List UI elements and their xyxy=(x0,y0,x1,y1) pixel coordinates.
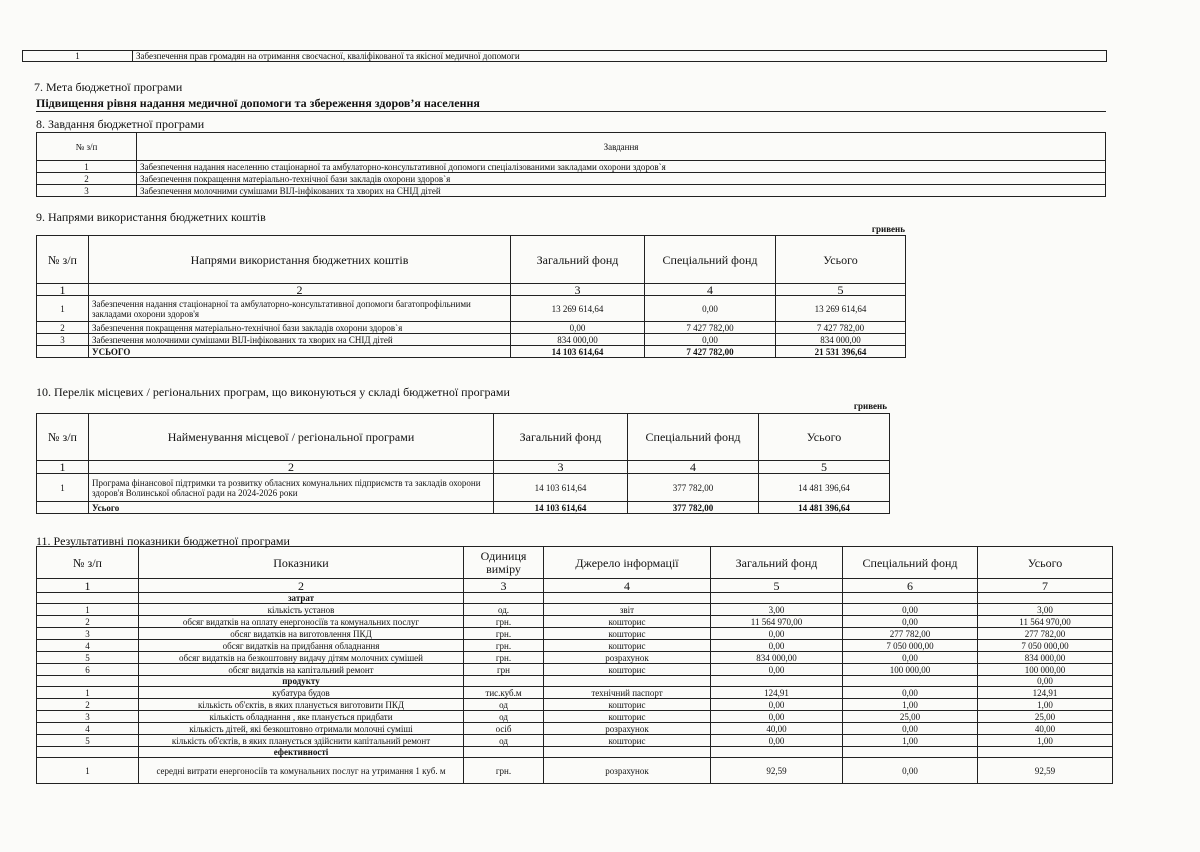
task-text: Забезпечення молочними сумішами ВІЛ-інфікованих та хворих на СНІД дітей xyxy=(137,185,1106,197)
col-number: 5 xyxy=(711,579,843,593)
unit-value: грн xyxy=(464,664,544,676)
general-fund-value: 0,00 xyxy=(711,711,843,723)
col-number: 6 xyxy=(843,579,978,593)
table-header-row xyxy=(37,547,1113,579)
general-fund-value: 92,59 xyxy=(711,758,843,784)
indicator-name: обсяг видатків на придбання обладнання xyxy=(139,640,464,652)
indicator-name: обсяг видатків на виготовлення ПКД xyxy=(139,628,464,640)
row-text: Забезпечення прав громадян на отримання своєчасної, кваліфікованої та якісної медичної допомоги xyxy=(133,51,1107,62)
source-value: кошторис xyxy=(544,699,711,711)
total-value: 1,00 xyxy=(978,699,1113,711)
col-header: Завдання xyxy=(137,133,1106,161)
table-row xyxy=(37,711,1113,723)
row-number: 2 xyxy=(37,173,137,185)
row-number: 1 xyxy=(23,51,133,62)
general-fund-value: 0,00 xyxy=(711,628,843,640)
general-fund-value: 0,00 xyxy=(711,699,843,711)
general-fund-value: 0,00 xyxy=(511,322,645,334)
unit-value: од xyxy=(464,711,544,723)
special-fund-value: 7 050 000,00 xyxy=(843,640,978,652)
group-row xyxy=(37,676,1113,687)
total-all: 21 531 396,64 xyxy=(776,346,906,358)
total-special: 377 782,00 xyxy=(628,502,759,514)
table-row xyxy=(37,185,1106,197)
col-header: Усього xyxy=(978,547,1113,579)
total-general: 14 103 614,64 xyxy=(511,346,645,358)
table-header-row xyxy=(37,414,890,461)
column-number-row xyxy=(37,284,906,296)
general-fund-value: 40,00 xyxy=(711,723,843,735)
table-row xyxy=(37,640,1113,652)
row-number: 1 xyxy=(37,161,137,173)
total-value: 7 427 782,00 xyxy=(776,322,906,334)
col-number: 4 xyxy=(645,284,776,296)
col-header: Загальний фонд xyxy=(711,547,843,579)
group-name: ефективності xyxy=(139,747,464,758)
row-number: 1 xyxy=(37,758,139,784)
special-fund-value: 1,00 xyxy=(843,699,978,711)
indicator-name: обсяг видатків на оплату енергоносіїв та комунальних послуг xyxy=(139,616,464,628)
source-value: технічний паспорт xyxy=(544,687,711,699)
source-value: розрахунок xyxy=(544,758,711,784)
col-header: Усього xyxy=(759,414,890,461)
indicator-name: обсяг видатків на капітальний ремонт xyxy=(139,664,464,676)
total-value: 100 000,00 xyxy=(978,664,1113,676)
table-header-row xyxy=(37,236,906,284)
table-row xyxy=(37,322,906,334)
col-number: 2 xyxy=(139,579,464,593)
col-header: № з/п xyxy=(37,236,89,284)
indicator-name: кубатура будов xyxy=(139,687,464,699)
total-value: 834 000,00 xyxy=(776,334,906,346)
table-row xyxy=(23,51,1107,62)
special-fund-value: 0,00 xyxy=(843,723,978,735)
col-header: Одиниця виміру xyxy=(464,547,544,579)
total-row xyxy=(37,502,890,514)
total-row xyxy=(37,346,906,358)
general-fund-value: 834 000,00 xyxy=(711,652,843,664)
table-row xyxy=(37,173,1106,185)
group-name: затрат xyxy=(139,593,464,604)
unit-value: од xyxy=(464,699,544,711)
table-row xyxy=(37,628,1113,640)
general-fund-value: 11 564 970,00 xyxy=(711,616,843,628)
row-number: 5 xyxy=(37,652,139,664)
total-value: 7 050 000,00 xyxy=(978,640,1113,652)
section-11-title: 11. Результативні показники бюджетної програми xyxy=(36,534,290,548)
direction-text: Забезпечення надання стаціонарної та амбулаторно-консультативної допомоги багатопрофільними закладами охорони здоров'я xyxy=(89,296,511,322)
row-number: 3 xyxy=(37,628,139,640)
group-row xyxy=(37,747,1113,758)
row-number: 2 xyxy=(37,616,139,628)
special-fund-value: 25,00 xyxy=(843,711,978,723)
indicator-name: кількість установ xyxy=(139,604,464,616)
special-fund-value: 0,00 xyxy=(843,604,978,616)
total-general: 14 103 614,64 xyxy=(494,502,628,514)
row-number: 1 xyxy=(37,687,139,699)
unit-value: грн. xyxy=(464,758,544,784)
program-name: Програма фінансової підтримки та розвитку обласних комунальних підприємств та закладів охорони здоров'я Волинської обласної ради на 2024-2026 роки xyxy=(89,474,494,502)
unit-label: гривень xyxy=(871,224,905,234)
row-number: 5 xyxy=(37,735,139,747)
col-header: Найменування місцевої / регіональної програми xyxy=(89,414,494,461)
special-fund-value: 0,00 xyxy=(843,616,978,628)
programs-table xyxy=(36,413,890,514)
col-header: Загальний фонд xyxy=(511,236,645,284)
task-text: Забезпечення покращення матеріально-технічної бази закладів охорони здоров`я xyxy=(137,173,1106,185)
unit-value: од xyxy=(464,735,544,747)
general-fund-value: 0,00 xyxy=(711,735,843,747)
col-number: 5 xyxy=(776,284,906,296)
col-number: 2 xyxy=(89,284,511,296)
group-row xyxy=(37,593,1113,604)
col-header: № з/п xyxy=(37,547,139,579)
special-fund-value: 0,00 xyxy=(645,296,776,322)
col-number: 4 xyxy=(544,579,711,593)
row-number: 4 xyxy=(37,640,139,652)
unit-value: од. xyxy=(464,604,544,616)
top-task-table xyxy=(22,50,1107,62)
total-value: 14 481 396,64 xyxy=(759,474,890,502)
table-row xyxy=(37,723,1113,735)
special-fund-value: 0,00 xyxy=(843,758,978,784)
col-header: Спеціальний фонд xyxy=(628,414,759,461)
program-goal: Підвищення рівня надання медичної допомоги та збереження здоров’я населення xyxy=(36,96,1106,112)
general-fund-value: 3,00 xyxy=(711,604,843,616)
column-number-row xyxy=(37,579,1113,593)
unit-value: тис.куб.м xyxy=(464,687,544,699)
row-number: 3 xyxy=(37,334,89,346)
table-row xyxy=(37,652,1113,664)
table-row xyxy=(37,334,906,346)
source-value: розрахунок xyxy=(544,652,711,664)
table-row xyxy=(37,664,1113,676)
general-fund-value: 0,00 xyxy=(711,640,843,652)
general-fund-value: 124,91 xyxy=(711,687,843,699)
total-value: 834 000,00 xyxy=(978,652,1113,664)
table-row xyxy=(37,474,890,502)
row-number: 1 xyxy=(37,474,89,502)
total-value: 25,00 xyxy=(978,711,1113,723)
source-value: кошторис xyxy=(544,711,711,723)
row-number: 6 xyxy=(37,664,139,676)
total-value: 13 269 614,64 xyxy=(776,296,906,322)
directions-table xyxy=(36,235,906,358)
indicator-name: кількість дітей, які безкоштовно отримали молочні суміші xyxy=(139,723,464,735)
indicator-name: середні витрати енергоносіїв та комунальних послуг на утримання 1 куб. м xyxy=(139,758,464,784)
total-label: Усього xyxy=(89,502,494,514)
col-header: Напрями використання бюджетних коштів xyxy=(89,236,511,284)
direction-text: Забезпечення молочними сумішами ВІЛ-інфікованих та хворих на СНІД дітей xyxy=(89,334,511,346)
special-fund-value: 0,00 xyxy=(843,652,978,664)
section-8-title: 8. Завдання бюджетної програми xyxy=(36,117,205,131)
unit-label: гривень xyxy=(853,401,887,411)
indicator-name: кількість об'єктів, в яких планується здійснити капітальний ремонт xyxy=(139,735,464,747)
unit-value: грн. xyxy=(464,640,544,652)
row-number: 1 xyxy=(37,604,139,616)
col-header: Загальний фонд xyxy=(494,414,628,461)
total-value: 3,00 xyxy=(978,604,1113,616)
col-header: Усього xyxy=(776,236,906,284)
section-9-title: 9. Напрями використання бюджетних коштів xyxy=(36,210,266,224)
special-fund-value: 0,00 xyxy=(843,687,978,699)
table-row xyxy=(37,161,1106,173)
general-fund-value: 834 000,00 xyxy=(511,334,645,346)
special-fund-value: 0,00 xyxy=(645,334,776,346)
col-number: 1 xyxy=(37,284,89,296)
col-number: 3 xyxy=(511,284,645,296)
row-number: 2 xyxy=(37,699,139,711)
col-header: Джерело інформації xyxy=(544,547,711,579)
row-number: 3 xyxy=(37,711,139,723)
source-value: звіт xyxy=(544,604,711,616)
unit-value: грн. xyxy=(464,628,544,640)
col-number: 4 xyxy=(628,461,759,474)
unit-value: осіб xyxy=(464,723,544,735)
task-text: Забезпечення надання населенню стаціонарної та амбулаторно-консультативної допомоги спеціалізованими закладами охорони здоров`я xyxy=(137,161,1106,173)
total-value: 11 564 970,00 xyxy=(978,616,1113,628)
row-number: 3 xyxy=(37,185,137,197)
total-label: УСЬОГО xyxy=(89,346,511,358)
indicator-name: кількість об'єктів, в яких планується виготовити ПКД xyxy=(139,699,464,711)
source-value: кошторис xyxy=(544,616,711,628)
col-number: 1 xyxy=(37,461,89,474)
table-row xyxy=(37,735,1113,747)
source-value: кошторис xyxy=(544,735,711,747)
col-number: 3 xyxy=(494,461,628,474)
special-fund-value: 377 782,00 xyxy=(628,474,759,502)
group-total-value: 0,00 xyxy=(978,676,1113,687)
special-fund-value: 277 782,00 xyxy=(843,628,978,640)
row-number: 4 xyxy=(37,723,139,735)
total-value: 1,00 xyxy=(978,735,1113,747)
total-value: 277 782,00 xyxy=(978,628,1113,640)
special-fund-value: 7 427 782,00 xyxy=(645,322,776,334)
column-number-row xyxy=(37,461,890,474)
total-special: 7 427 782,00 xyxy=(645,346,776,358)
special-fund-value: 100 000,00 xyxy=(843,664,978,676)
section-10-title: 10. Перелік місцевих / регіональних програм, що виконуються у складі бюджетної програми xyxy=(36,385,510,399)
general-fund-value: 0,00 xyxy=(711,664,843,676)
col-header: № з/п xyxy=(37,133,137,161)
col-header: Спеціальний фонд xyxy=(645,236,776,284)
indicator-name: кількість обладнання , яке планується придбати xyxy=(139,711,464,723)
total-value: 124,91 xyxy=(978,687,1113,699)
col-number: 5 xyxy=(759,461,890,474)
table-row xyxy=(37,758,1113,784)
source-value: кошторис xyxy=(544,664,711,676)
special-fund-value: 1,00 xyxy=(843,735,978,747)
indicator-name: обсяг видатків на безкоштовну видачу дітям молочних сумішей xyxy=(139,652,464,664)
general-fund-value: 14 103 614,64 xyxy=(494,474,628,502)
total-value: 92,59 xyxy=(978,758,1113,784)
table-row xyxy=(37,616,1113,628)
group-name: продукту xyxy=(139,676,464,687)
row-number: 1 xyxy=(37,296,89,322)
col-number: 7 xyxy=(978,579,1113,593)
table-row xyxy=(37,296,906,322)
general-fund-value: 13 269 614,64 xyxy=(511,296,645,322)
unit-value: грн. xyxy=(464,652,544,664)
col-header: Спеціальний фонд xyxy=(843,547,978,579)
row-number: 2 xyxy=(37,322,89,334)
source-value: розрахунок xyxy=(544,723,711,735)
unit-value: грн. xyxy=(464,616,544,628)
indicators-table xyxy=(36,546,1113,784)
tasks-table xyxy=(36,132,1106,197)
col-number: 1 xyxy=(37,579,139,593)
col-number: 2 xyxy=(89,461,494,474)
col-header: № з/п xyxy=(37,414,89,461)
col-header: Показники xyxy=(139,547,464,579)
table-row xyxy=(37,604,1113,616)
direction-text: Забезпечення покращення матеріально-технічної бази закладів охорони здоров`я xyxy=(89,322,511,334)
total-value: 40,00 xyxy=(978,723,1113,735)
col-number: 3 xyxy=(464,579,544,593)
source-value: кошторис xyxy=(544,640,711,652)
total-all: 14 481 396,64 xyxy=(759,502,890,514)
table-row xyxy=(37,687,1113,699)
section-7-title: 7. Мета бюджетної програми xyxy=(34,80,183,94)
table-row xyxy=(37,699,1113,711)
table-header-row xyxy=(37,133,1106,161)
source-value: кошторис xyxy=(544,628,711,640)
